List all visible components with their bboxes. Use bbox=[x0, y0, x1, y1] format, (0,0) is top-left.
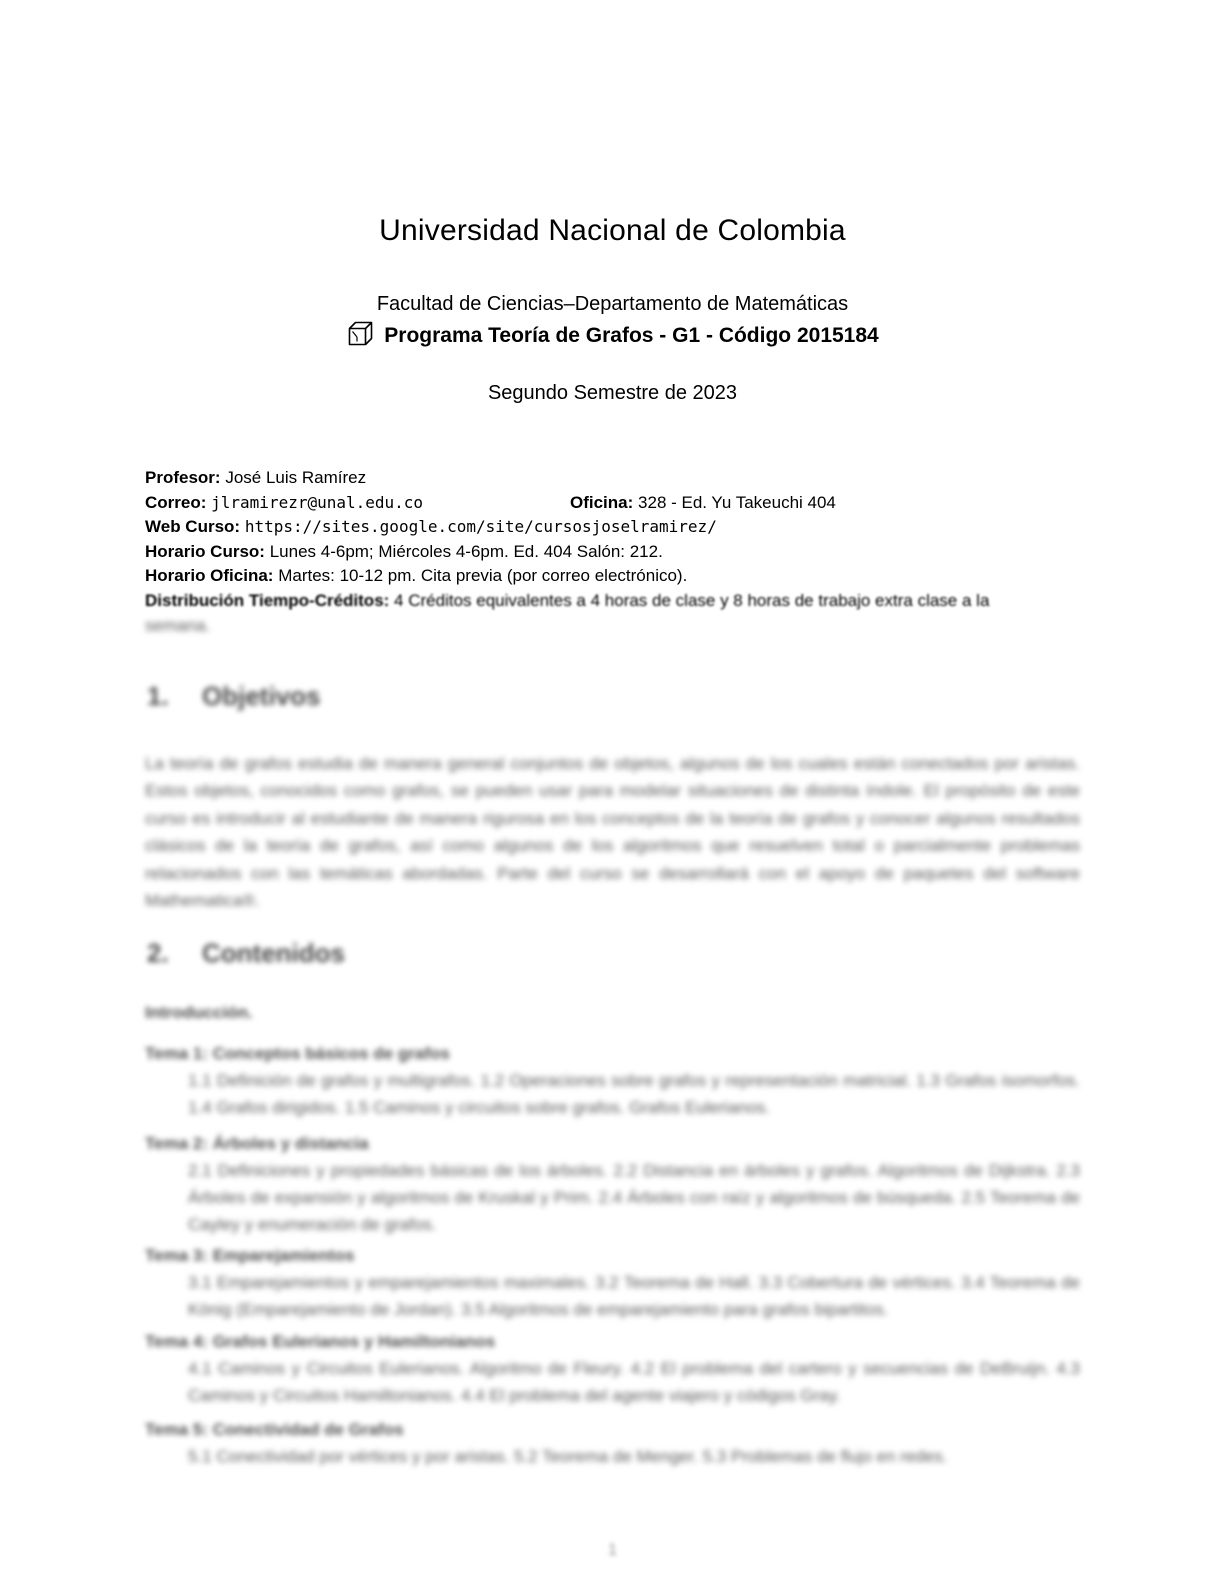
distribucion-row-wrap bbox=[145, 614, 1085, 639]
tema-5-block bbox=[145, 1416, 1080, 1470]
tema-2-description: 2.1 Definiciones y propiedades básicas de los árboles. 2.2 Distancia en árboles y grafos. Algoritmos de Dijkstra. 2.3 Árboles de expansión y algoritmos de Kruskal y Prim. 2.4 Árboles con raíz y algoritmos de búsqueda. 2.5 Teorema de Cayley y enumeración de grafos. bbox=[188, 1161, 1080, 1234]
profesor-row bbox=[145, 466, 1085, 491]
tema-1-title: Tema 1: Conceptos básicos de grafos bbox=[145, 1044, 450, 1063]
horario-curso-value: Lunes 4-6pm; Miércoles 4-6pm. Ed. 404 Salón: 212. bbox=[269, 541, 663, 561]
tema-5-title: Tema 5: Conectividad de Grafos bbox=[145, 1420, 404, 1439]
horario-oficina-label: Horario Oficina: bbox=[145, 566, 274, 586]
section-title: Objetivos bbox=[202, 681, 321, 711]
distribucion-label: Distribución Tiempo-Créditos: bbox=[145, 590, 390, 610]
tema-2-title: Tema 2: Árboles y distancia bbox=[145, 1134, 369, 1153]
web-curso-label: Web Curso: bbox=[145, 517, 241, 537]
program-line bbox=[145, 319, 1080, 354]
horario-curso-row bbox=[145, 540, 1085, 565]
tema-5-description: 5.1 Conectividad por vértices y por aristas. 5.2 Teorema de Menger. 5.3 Problemas de flujo en redes. bbox=[188, 1447, 948, 1466]
tema-3-description: 3.1 Emparejamientos y emparejamientos maximales. 3.2 Teorema de Hall. 3.3 Cobertura de vértices. 3.4 Teorema de König (Emparejamiento de Jordan). 3.5 Algoritmos de emparejamiento para grafos bipartitos. bbox=[188, 1273, 1080, 1319]
profesor-value: José Luis Ramírez bbox=[225, 468, 367, 487]
faculty-line: Facultad de Ciencias–Departamento de Matemáticas bbox=[376, 293, 849, 315]
horario-oficina-row bbox=[145, 564, 1085, 589]
course-info-block bbox=[145, 466, 1085, 638]
section-heading-objetivos bbox=[147, 681, 320, 712]
horario-oficina-value: Martes: 10-12 pm. Cita previa (por correo electrónico). bbox=[278, 566, 688, 586]
distribucion-value-line1: 4 Créditos equivalentes a 4 horas de clase y 8 horas de trabajo extra clase a la bbox=[394, 590, 990, 610]
web-curso-row bbox=[145, 515, 1085, 540]
distribucion-value-line2: semana. bbox=[145, 615, 211, 635]
program-title: Programa Teoría de Grafos - G1 - Código 2015184 bbox=[384, 324, 879, 347]
university-title: Universidad Nacional de Colombia bbox=[379, 214, 846, 247]
oficina-group bbox=[570, 491, 836, 516]
semester-line: Segundo Semestre de 2023 bbox=[487, 382, 738, 404]
cube-icon bbox=[346, 319, 375, 354]
oficina-label: Oficina: bbox=[570, 492, 634, 512]
section-number: 1. bbox=[147, 681, 169, 711]
tema-4-title: Tema 4: Grafos Eulerianos y Hamiltonianos bbox=[145, 1332, 496, 1351]
tema-4-block bbox=[145, 1328, 1080, 1409]
section-number: 2. bbox=[147, 938, 169, 968]
horario-curso-label: Horario Curso: bbox=[145, 541, 265, 561]
tema-3-block bbox=[145, 1242, 1080, 1323]
distribucion-row bbox=[145, 589, 1085, 614]
tema-2-block bbox=[145, 1130, 1080, 1238]
tema-1-description: 1.1 Definición de grafos y multigrafos. 1.2 Operaciones sobre grafos y representación matricial. 1.3 Grafos isomorfos. 1.4 Grafos dirigidos. 1.5 Caminos y circuitos sobre grafos. Grafos Eulerianos. bbox=[188, 1071, 1080, 1117]
tema-1-block bbox=[145, 1040, 1080, 1121]
introduccion-label: Introducción. bbox=[145, 1003, 253, 1022]
correo-label: Correo: bbox=[145, 492, 207, 512]
correo-value: jlramirezr@unal.edu.co bbox=[211, 492, 424, 512]
objetivos-paragraph: La teoría de grafos estudia de manera general conjuntos de objetos, algunos de los cuales están conectados por aristas. Estos objetos, conocidos como grafos, se pueden usar para modelar situaciones de distinta índole. El propósito de este curso es introducir al estudiante de manera rigurosa en los conceptos de la teoría de grafos y conocer algunos resultados clásicos de la teoría de grafos, así como algunos de los algoritmos que resuelven total o parcialmente problemas relacionados con las temáticas abordadas. Parte del curso se desarrollará con el apoyo de paquetes del software Mathematica®. bbox=[145, 754, 1080, 911]
profesor-label: Profesor: bbox=[145, 468, 221, 487]
tema-4-description: 4.1 Caminos y Circuitos Eulerianos. Algoritmo de Fleury. 4.2 El problema del cartero y secuencias de DeBruijn. 4.3 Caminos y Circuitos Hamiltonianos. 4.4 El problema del agente viajero y códigos Gray. bbox=[188, 1359, 1080, 1405]
correo-oficina-row bbox=[145, 491, 1085, 516]
section-title: Contenidos bbox=[202, 938, 345, 968]
oficina-value: 328 - Ed. Yu Takeuchi 404 bbox=[638, 492, 836, 512]
web-curso-url[interactable]: https://sites.google.com/site/cursosjoselramirez/ bbox=[244, 517, 717, 537]
page-number: 1 bbox=[607, 1540, 618, 1559]
section-heading-contenidos bbox=[147, 938, 345, 969]
tema-3-title: Tema 3: Emparejamientos bbox=[145, 1246, 355, 1265]
